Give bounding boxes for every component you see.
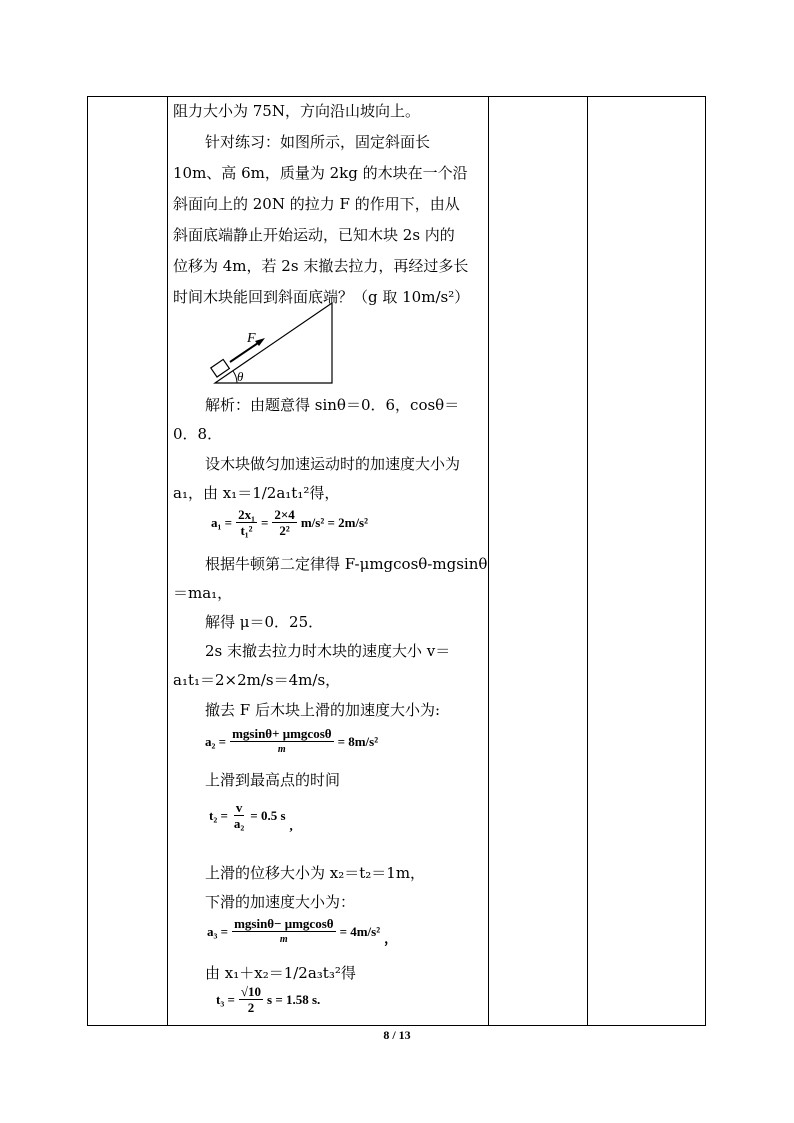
text-line: 根据牛顿第二定律得 F-μmgcosθ-mgsinθ <box>205 555 488 573</box>
force-label: F <box>247 331 256 346</box>
fraction: $\frac{\text{mgsinθ+ μmgcosθ}}{m}$ <box>232 726 332 755</box>
force-arrow-line <box>230 341 261 362</box>
equation-a1: a₁ = $\frac{\text{2x₁}}{\text{t₁²}}$ = $\frac{2\times 4}{\text{2²}}$ m/s² = 2m/s² <box>211 507 369 538</box>
text-line: 上滑到最高点的时间 <box>205 771 341 789</box>
fraction: $\frac{\text{mgsinθ− μmgcosθ}}{m}$ <box>234 916 334 945</box>
text-line: 解得 μ＝0．25． <box>205 613 324 631</box>
fraction: $\frac{\text{2x₁}}{\text{t₁²}}$ <box>238 507 255 538</box>
column-divider-2 <box>488 96 489 1026</box>
fraction: $\frac{v}{\text{a₂}}$ <box>233 800 245 831</box>
text-line: 位移为 4m，若 2s 末撤去拉力，再经过多长 <box>173 257 469 275</box>
text-line: 解析：由题意得 sinθ＝0．6，cosθ＝ <box>205 396 460 414</box>
eq-rhs: m/s² = 2m/s² <box>300 514 369 530</box>
equation-a3: a₃ = $\frac{\text{mgsinθ− μmgcosθ}}{m}$ = 4m/s² ， <box>207 916 398 946</box>
text-line: 斜面向上的 20N 的拉力 F 的作用下，由从 <box>173 195 460 213</box>
text-line: 10m、高 6m，质量为 2kg 的木块在一个沿 <box>173 164 468 182</box>
fraction: $\frac{√10}{2}$ <box>240 984 262 1015</box>
text-line: 阻力大小为 75N，方向沿山坡向上。 <box>173 102 420 120</box>
incline-triangle <box>215 303 332 383</box>
text-line: 时间木块能回到斜面底端？（g 取 10m/s²） <box>173 288 470 306</box>
equation-t3: t₃ = $\frac{√10}{2}$ s = 1.58 s. <box>216 984 321 1015</box>
text-line: 下滑的加速度大小为： <box>205 893 356 911</box>
text-line: 上滑的位移大小为 x₂＝t₂＝1m， <box>205 864 426 882</box>
incline-figure <box>203 300 338 385</box>
page-number: 8 / 13 <box>383 1028 411 1042</box>
equation-a2: a₂ = $\frac{\text{mgsinθ+ μmgcosθ}}{m}$ = 8m/s² <box>205 726 379 755</box>
angle-label: θ <box>237 369 244 384</box>
text-line: 针对练习：如图所示，固定斜面长 <box>205 133 431 151</box>
text-line: 由 x₁＋x₂＝1/2a₃t₃²得 <box>205 964 356 982</box>
eq-lhs: a₁ = <box>211 514 233 530</box>
text-line: a₁，由 x₁＝1/2a₁t₁²得， <box>173 484 340 502</box>
equation-t2: t₂ = $\frac{v}{\text{a₂}}$ = 0.5 s , <box>209 800 293 833</box>
column-divider-1 <box>167 96 168 1026</box>
text-line: a₁t₁＝2×2m/s＝4m/s， <box>173 671 341 689</box>
text-line: 2s 末撤去拉力时木块的速度大小 v＝ <box>205 642 451 660</box>
text-line: 0．8． <box>173 425 223 443</box>
column-divider-3 <box>587 96 588 1026</box>
text-line: 斜面底端静止开始运动，已知木块 2s 内的 <box>173 226 455 244</box>
text-line: ＝ma₁， <box>173 584 233 602</box>
fraction: $\frac{2\times 4}{\text{2²}}$ <box>274 507 295 538</box>
text-line: 撤去 F 后木块上滑的加速度大小为: <box>205 701 440 719</box>
text-line: 设木块做匀加速运动时的加速度大小为 <box>205 455 461 473</box>
